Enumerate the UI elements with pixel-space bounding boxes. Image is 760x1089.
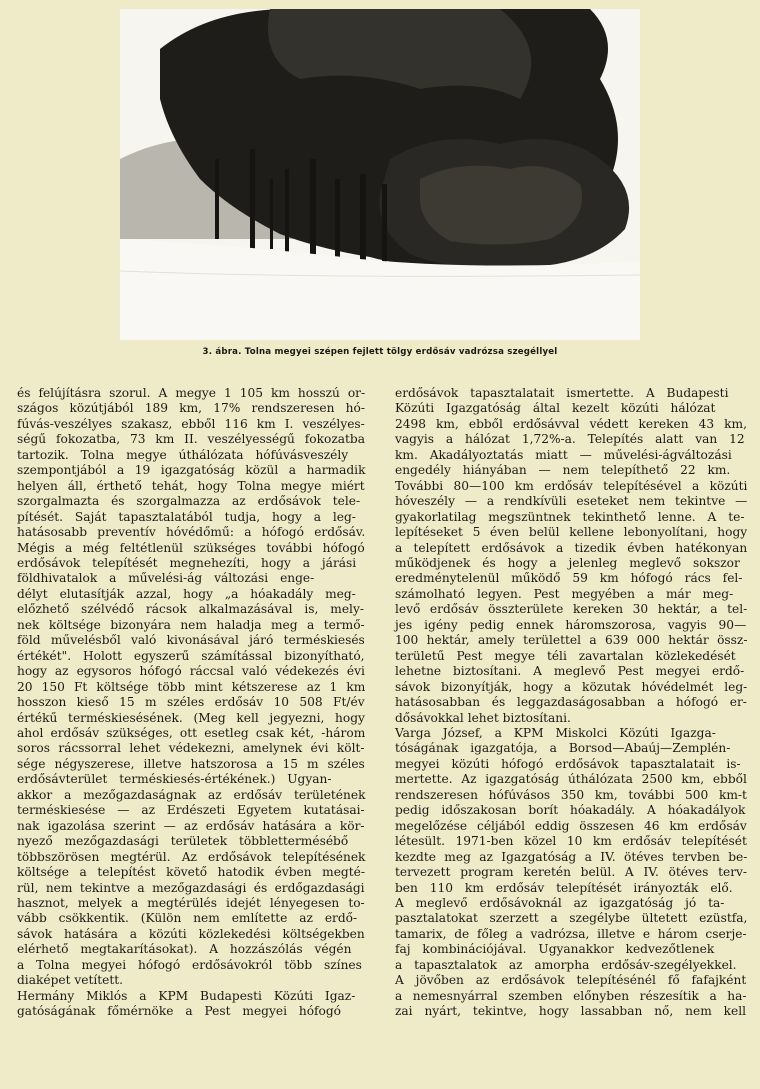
text-line: elérhető megtakarításokat). A hozzászólás végén [17,942,352,957]
text-line: pítését. Saját tapasztalatából tudja, hogy a leg- [17,509,356,524]
text-line: pedig időszakosan borít hóakadály. A hóakadályok [395,803,746,818]
text-line: helyen áll, érthető tehát, hogy Tolna megye miért [17,478,365,493]
text-line: tóságának igazgatója, a Borsod—Abaúj—Zemplén- [395,741,731,756]
text-line: A jövőben az erdősávok telepítésénél fő fafajként [395,973,747,988]
text-line: hosszon kieső 15 m széles erdősáv 10 508 Ft/év [17,695,365,710]
text-line: gatóságának főmérnöke a Pest megyei hófogó [17,1004,342,1019]
text-line: nyező mezőgazdasági területek többlettermésébő [17,834,349,849]
text-line: ahol erdősáv szükséges, ott esetleg csak két, -három [17,725,366,740]
text-line: levő erdősáv összterülete kereken 30 hektár, a tel- [395,602,748,617]
text-line: 2498 km, ebből erdősávval védett kereken 43 km, [395,416,747,431]
text-line: szorgalmazta és szorgalmazza az erdősávok tele- [17,494,361,509]
text-line: faj kombinációjával. Ugyanakkor kedvezőtlenek [395,942,715,957]
text-line: hogy az egysoros hófogó ráccsal való védekezés évi [17,664,365,679]
text-line: rül, nem tekintve a mezőgazdasági és erdőgazdasági [17,880,365,895]
text-line: költsége a telepítést követő hatodik évben megté- [17,865,365,880]
text-line: Hermány Miklós a KPM Budapesti Közúti Igaz- [17,988,356,1003]
text-line: működjenek és hogy a jelenleg meglevő sokszor [395,555,740,570]
text-line: A meglevő erdősávoknál az igazgatóság jó ta- [395,895,725,910]
text-line: hóveszély — a rendkívüli eseteket nem tekintve — [395,494,748,509]
text-line: jes igény pedig ennek háromszorosa, vagyis 90— [395,617,747,632]
text-line: diaképet vetített. [17,973,124,988]
text-line: és felújításra szorul. A megye 1 105 km hosszú or- [17,386,366,400]
text-line: megyei közúti hófogó erdősávok tapasztalatait is- [395,756,741,771]
text-line: További 80—100 km erdősáv telepítésével a közúti [395,478,748,493]
text-line: létesült. 1971-ben közel 10 km erdősáv telepítését [395,834,747,849]
text-line: erdősávok telepítését megnehezíti, hogy a járási [17,555,357,570]
text-line: a nemesnyárral szemben előnyben részesítik a ha- [395,988,747,1003]
text-line: lehetne biztosítani. A meglevő Pest megyei erdő- [395,664,745,679]
text-line: értékét". Holott egyszerű számítással bizonyítható, [17,648,365,663]
text-line: tervezett program keretén belül. A IV. ötéves terv- [395,865,748,880]
text-line: akkor a mezőgazdaságnak az erdősáv területének [17,787,366,802]
text-line: a Tolna megyei hófogó erdősávokról több színes [17,957,362,972]
text-line: kezdte meg az Igazgatóság a IV. ötéves tervben be- [395,849,748,864]
text-line: Mégis a még feltétlenül szükséges további hófogó [17,540,365,555]
text-line: előzhető szélvédő rácsok alkalmazásával is, mely- [17,602,364,617]
text-line: rendszeresen hófúvásos 350 km, további 500 km-t [395,787,747,802]
text-line: erdősávterület terméskiesés-értékének.) Ugyan- [17,772,332,787]
text-line: értékű terméskiesésének. (Meg kell jegyezni, hogy [17,710,365,725]
text-line: eredménytelenül működő 59 km hófogó rács fel- [395,571,743,586]
text-line: a tapasztalatok az amorpha erdősáv-szegélyekkel. [395,957,737,972]
text-line: föld művelésből való kivonásával járó terméskiesés [17,633,365,648]
text-line: hasznot, melyek a megtérülés idejét lényegesen to- [17,895,365,910]
figure-photo [120,9,640,340]
text-line: ben 110 km erdősáv telepítését irányozták elő. [395,880,733,895]
text-line: nek költsége bizonyára nem haladja meg a termő- [17,617,365,632]
text-line: 20 150 Ft költsége több mint kétszerese az 1 km [17,679,366,694]
text-line: vagyis a hálózat 1,72%-a. Telepítés alatt van 12 [395,432,745,447]
text-line: sége négyszerese, illetve hatszorosa a 15 m széles [17,756,365,771]
text-line: pasztalatokat szerzett a szegélybe ültetett ezüstfa, [395,911,748,926]
text-line: szágos közútjából 189 km, 17% rendszeresen hó- [17,401,365,416]
text-line: szempontjából a 19 igazgatóság közül a harmadik [17,463,366,478]
text-line: sávok hatására a közúti közlekedési költségekben [17,926,365,941]
text-line: mertette. Az igazgatóság úthálózata 2500 km, ebből [395,772,747,787]
text-line: engedély hiányában — nem telepíthető 22 km. [395,463,731,478]
text-line: 100 hektár, amely területtel a 639 000 hektár össz- [395,633,748,648]
text-line: Közúti Igazgatóság által kezelt közúti hálózat [395,401,716,416]
text-line: soros rácssorral lehet védekezni, amelynek évi költ- [17,741,365,756]
text-line: megelőzése céljából eddig összesen 46 km erdősáv [395,818,747,833]
text-line: délyt elutasítják azzal, hogy „a hóakadály meg- [17,586,356,601]
text-line: sávok bizonyítják, hogy a közutak hóvédelmét leg- [395,679,748,694]
text-line: földhivatalok a művelési-ág változási enge- [17,571,315,586]
text-column-left [17,386,365,1020]
text-line: fúvás-veszélyes szakasz, ebből 116 km I. veszélyes- [17,416,365,431]
text-line: hatásosabban és leggazdaságosabban a hófogó er- [395,695,747,710]
text-line: terméskiesése — az Erdészeti Egyetem kutatásai- [17,803,365,818]
text-line: erdősávok tapasztalatait ismertette. A Budapesti [395,386,729,400]
text-line: lepítéseket 5 éven belül kellene lebonyolítani, hogy [395,525,748,540]
text-line: nak igazolása szerint — az erdősáv hatására a kör- [17,818,365,833]
text-line: zai nyárt, tekintve, hogy lassabban nő, nem kell [395,1004,747,1019]
text-line: gyakorlatilag megszüntnek tekinthető lenne. A te- [395,509,745,524]
text-line: ségű fokozatba, 73 km II. veszélyességű fokozatba [17,432,365,447]
text-line: tamarix, de főleg a vadrózsa, illetve e három cserje- [395,926,747,941]
figure-caption: 3. ábra. Tolna megyei szépen fejlett tölgy erdősáv vadrózsa szegéllyel [202,347,558,357]
text-line: dősávokkal lehet biztosítani. [395,710,571,725]
text-line: területű Pest megye téli zavartalan közlekedését [395,648,736,663]
text-column-right [395,386,747,1020]
text-line: Varga József, a KPM Miskolci Közúti Igazga- [395,725,716,740]
text-line: többszörösen megtérül. Az erdősávok telepítésének [17,849,366,864]
text-line: számolható legyen. Pest megyében a már meg- [395,586,734,601]
text-line: vább csökkentik. (Külön nem említette az erdő- [17,911,358,926]
text-line: km. Akadályoztatás miatt — művelési-ágváltozási [395,447,732,462]
text-line: hatásosabb preventív hóvédőmű: a hófogó erdősáv. [17,525,366,540]
text-line: tartozik. Tolna megye úthálózata hófúvásveszély [17,447,349,462]
text-line: a telepített erdősávok a tizedik évben hatékonyan [395,540,748,555]
